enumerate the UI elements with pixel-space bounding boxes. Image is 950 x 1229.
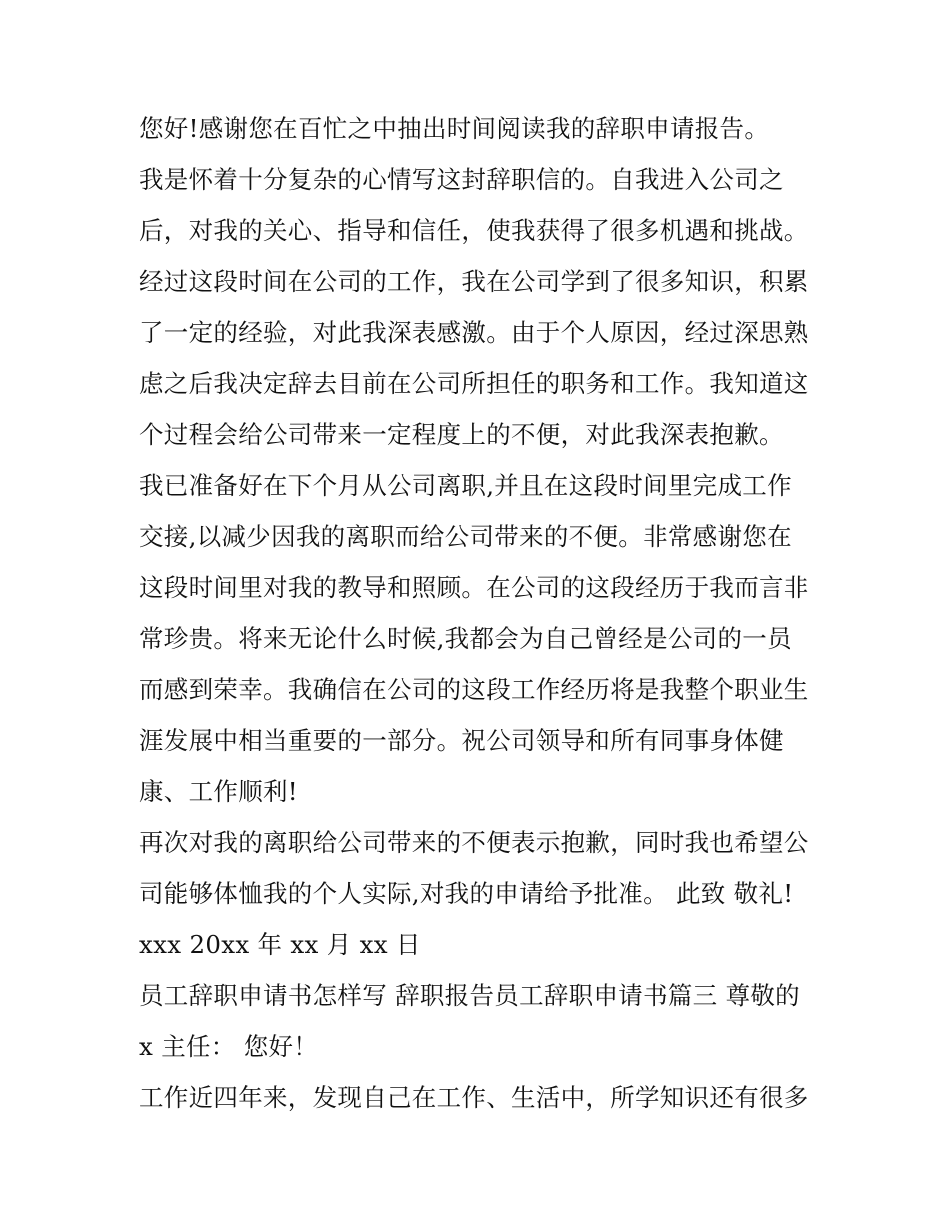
text-line-12: 而感到荣幸。我确信在公司的这段工作经历将是我整个职业生 <box>139 675 809 704</box>
text-line-8: 我已准备好在下个月从公司离职,并且在这段时间里完成工作 <box>139 471 792 500</box>
text-line-10: 这段时间里对我的教导和照顾。在公司的这段经历于我而言非 <box>139 573 809 602</box>
text-line-19: x 主任： 您好！ <box>139 1032 319 1061</box>
text-line-7: 个过程会给公司带来一定程度上的不便，对此我深表抱歉。 <box>139 420 784 449</box>
text-line-11: 常珍贵。将来无论什么时候,我都会为自己曾经是公司的一员 <box>139 624 792 653</box>
text-line-2: 我是怀着十分复杂的心情写这封辞职信的。自我进入公司之 <box>139 165 784 194</box>
text-line-13: 涯发展中相当重要的一部分。祝公司领导和所有同事身体健 <box>139 726 784 755</box>
text-line-15: 再次对我的离职给公司带来的不便表示抱歉，同时我也希望公 <box>139 828 809 857</box>
text-line-5: 了一定的经验，对此我深表感激。由于个人原因，经过深思熟 <box>139 318 809 347</box>
text-line-9: 交接,以减少因我的离职而给公司带来的不便。非常感谢您在 <box>139 522 792 551</box>
text-line-17: xxx 20xx 年 xx 月 xx 日 <box>139 930 421 959</box>
text-line-4: 经过这段时间在公司的工作，我在公司学到了很多知识，积累 <box>139 267 809 296</box>
text-line-20: 工作近四年来，发现自己在工作、生活中，所学知识还有很多 <box>139 1083 809 1112</box>
text-line-6: 虑之后我决定辞去目前在公司所担任的职务和工作。我知道这 <box>139 369 809 398</box>
text-line-14: 康、工作顺利! <box>139 777 298 806</box>
text-line-18: 员工辞职申请书怎样写 辞职报告员工辞职申请书篇三 尊敬的 <box>139 981 800 1010</box>
text-line-3: 后，对我的关心、指导和信任，使我获得了很多机遇和挑战。 <box>139 216 809 245</box>
text-line-16: 司能够体恤我的个人实际,对我的申请给予批准。 此致 敬礼! <box>139 879 794 908</box>
text-line-1: 您好!感谢您在百忙之中抽出时间阅读我的辞职申请报告。 <box>139 114 770 143</box>
